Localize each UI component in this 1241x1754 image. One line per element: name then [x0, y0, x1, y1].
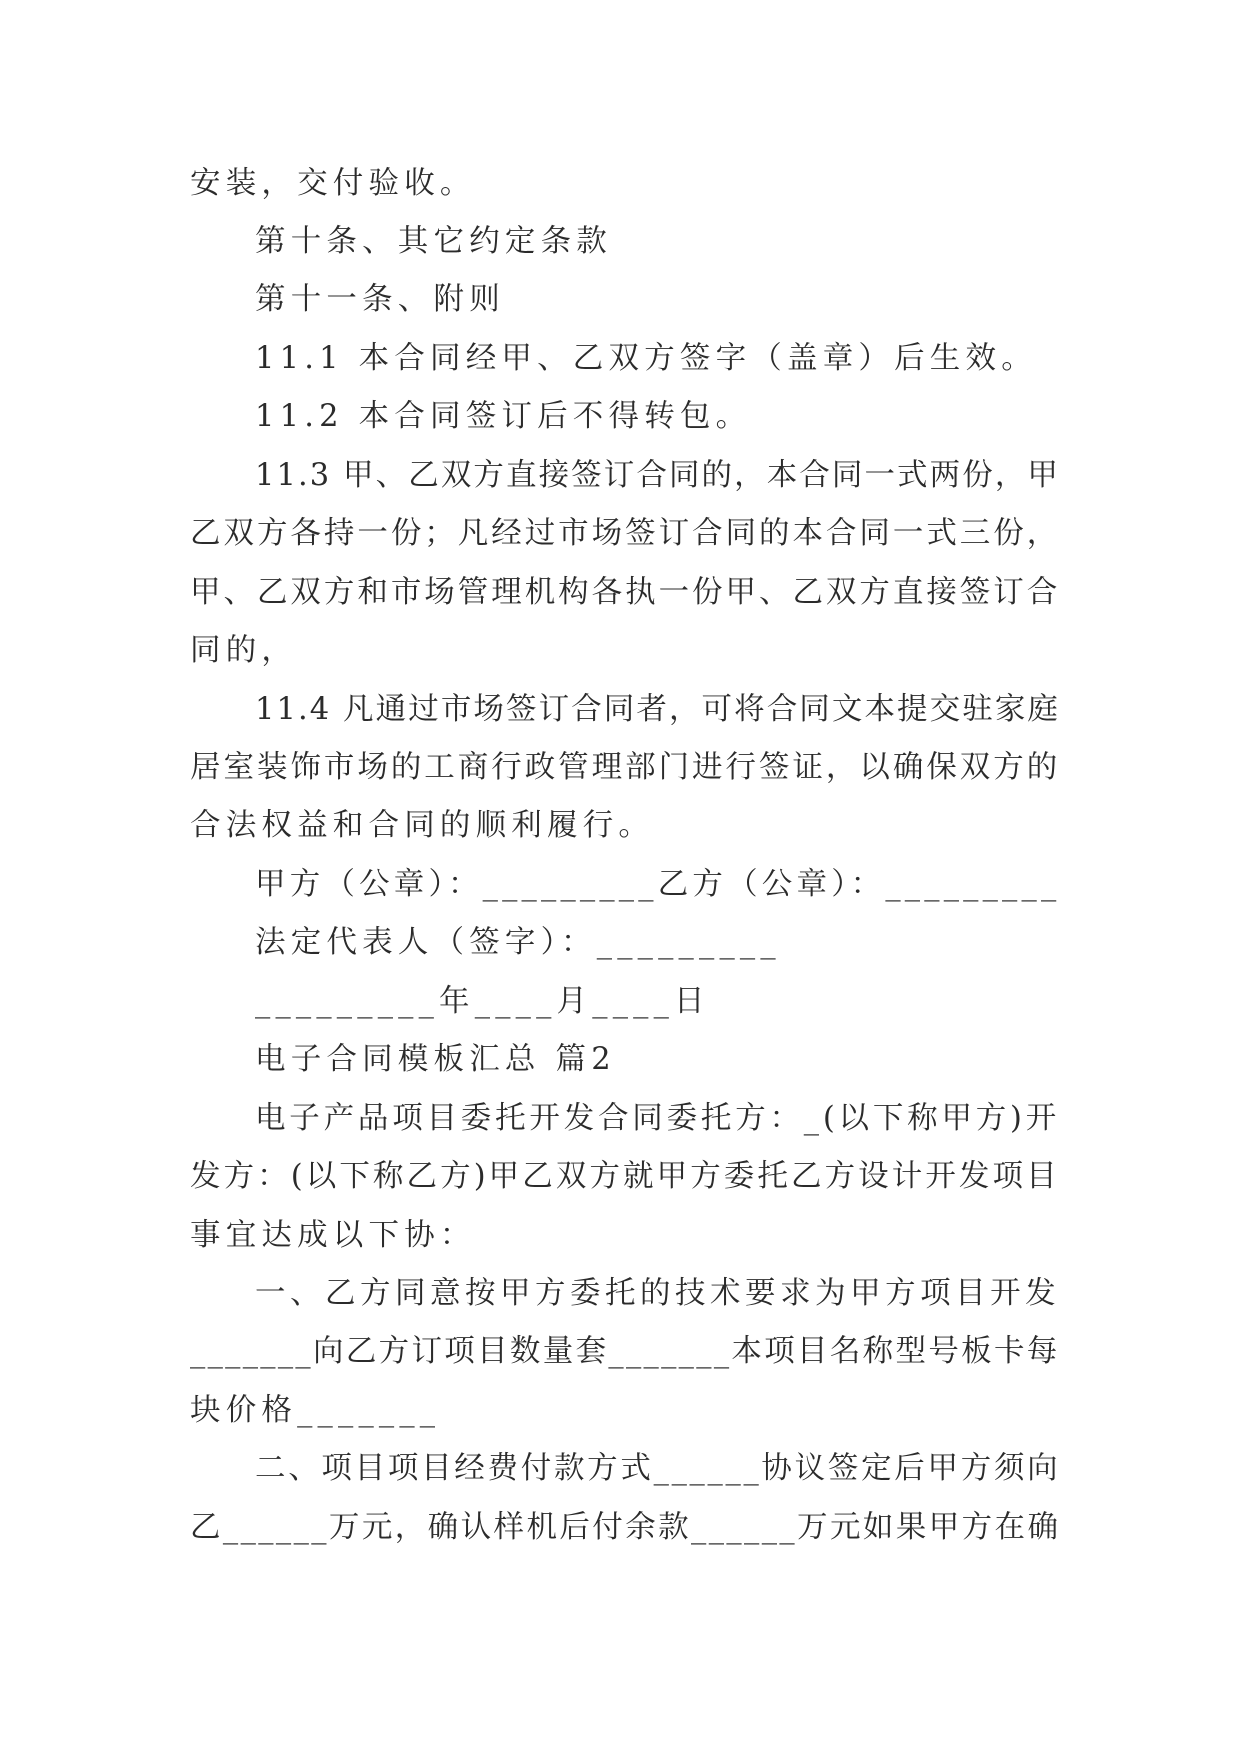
clause-text: 合法权益和合同的顺利履行。: [190, 808, 655, 843]
clause-text: 11.2 本合同签订后不得转包。: [255, 399, 752, 434]
clause-text: 乙双方各持一份；凡经过市场签订合同的本合同一式三份，: [190, 516, 1061, 551]
paragraph-text: 乙______万元，确认样机后付余款______万元如果甲方在确: [190, 1510, 1061, 1545]
paragraph-text: 一、乙方同意按甲方委托的技术要求为甲方项目开发: [255, 1276, 1061, 1311]
paragraph-text: 块价格_______: [190, 1393, 441, 1428]
paragraph-text: _______向乙方订项目数量套_______本项目名称型号板卡每: [190, 1334, 1060, 1369]
clause-text: 同的，: [190, 633, 298, 668]
article-heading: 第十一条、附则: [255, 282, 505, 317]
paragraph-text: 电子产品项目委托开发合同委托方：_(以下称甲方)开: [255, 1101, 1061, 1136]
clause-text: 11.4 凡通过市场签订合同者，可将合同文本提交驻家庭: [255, 692, 1061, 727]
paragraph-text: 二、项目项目经费付款方式______协议签定后甲方须向: [255, 1451, 1061, 1486]
signature-line: 甲方（公章）：_________乙方（公章）：_________: [255, 867, 1061, 902]
signature-line: 法定代表人（签字）：_________: [255, 925, 781, 960]
clause-text: 11.1 本合同经甲、乙双方签字（盖章）后生效。: [255, 341, 1037, 376]
clause-text: 甲、乙双方和市场管理机构各执一份甲、乙双方直接签订合: [190, 575, 1061, 610]
clause-text: 居室装饰市场的工商行政管理部门进行签证，以确保双方的: [190, 750, 1061, 785]
article-heading: 第十条、其它约定条款: [255, 224, 612, 259]
text-line: 安装，交付验收。: [190, 166, 476, 201]
clause-text: 11.3 甲、乙双方直接签订合同的，本合同一式两份，甲: [255, 458, 1061, 493]
date-line: _________年____月____日: [255, 984, 710, 1019]
paragraph-text: 事宜达成以下协：: [190, 1218, 476, 1253]
section-heading: 电子合同模板汇总 篇2: [255, 1042, 616, 1077]
paragraph-text: 发方：(以下称乙方)甲乙双方就甲方委托乙方设计开发项目: [190, 1159, 1060, 1194]
